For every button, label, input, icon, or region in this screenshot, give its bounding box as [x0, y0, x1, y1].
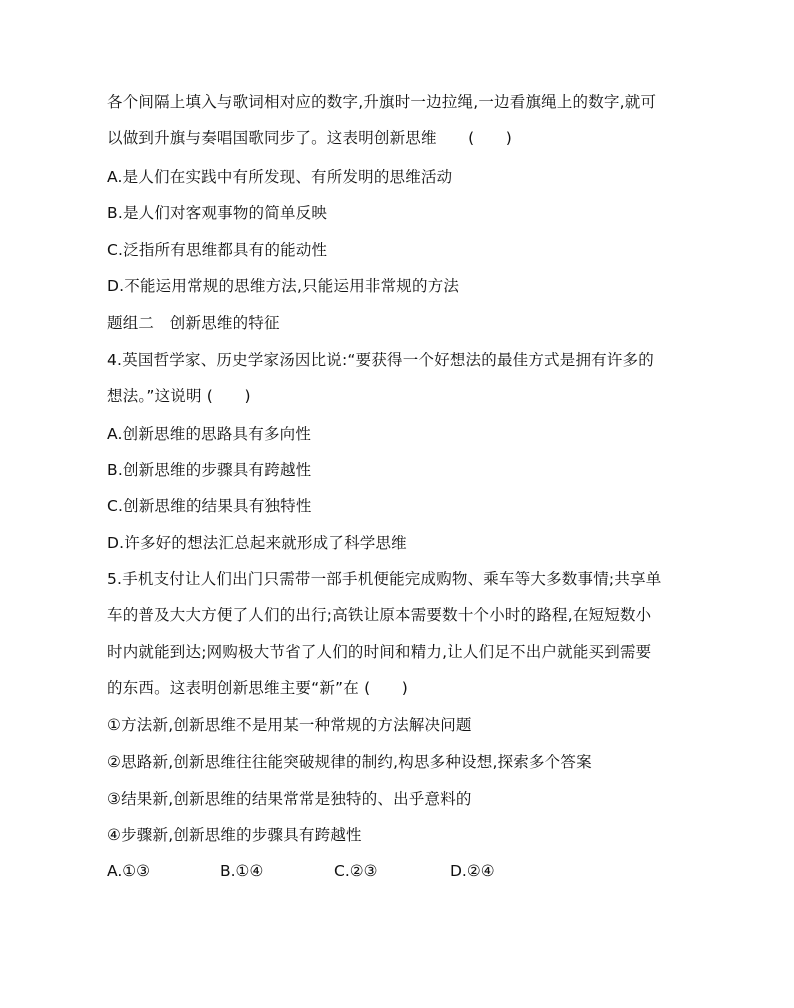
- q4-option-b: B.创新思维的步骤具有跨越性: [107, 461, 312, 479]
- q4-option-c: C.创新思维的结果具有独特性: [107, 497, 312, 515]
- q5-option-c: C.②③: [334, 862, 378, 880]
- q5-stem-line-3: 时内就能到达;网购极大节省了人们的时间和精力,让人们足不出户就能买到需要: [107, 643, 652, 661]
- q5-item-1: ①方法新,创新思维不是用某一种常规的方法解决问题: [107, 716, 472, 734]
- q5-item-2: ②思路新,创新思维往往能突破规律的制约,构思多种设想,探索多个答案: [107, 753, 592, 771]
- q5-stem-line-4: 的东西。这表明创新思维主要“新”在 ( ): [107, 679, 408, 697]
- q5-option-a: A.①③: [107, 862, 151, 880]
- q4-option-d: D.许多好的想法汇总起来就形成了科学思维: [107, 534, 407, 552]
- q4-option-a: A.创新思维的思路具有多向性: [107, 425, 312, 443]
- q3-stem-line-1: 各个间隔上填入与歌词相对应的数字,升旗时一边拉绳,一边看旗绳上的数字,就可: [107, 93, 657, 111]
- q3-stem-line-2: 以做到升旗与奏唱国歌同步了。这表明创新思维 ( ): [107, 129, 512, 147]
- q3-option-b: B.是人们对客观事物的简单反映: [107, 204, 328, 222]
- q4-stem-line-1: 4.英国哲学家、历史学家汤因比说:“要获得一个好想法的最佳方式是拥有许多的: [107, 351, 654, 369]
- q5-option-d: D.②④: [450, 862, 495, 880]
- q5-option-b: B.①④: [220, 862, 264, 880]
- q5-stem-line-2: 车的普及大大方便了人们的出行;高铁让原本需要数十个小时的路程,在短短数小: [107, 606, 652, 624]
- q3-option-c: C.泛指所有思维都具有的能动性: [107, 241, 328, 259]
- q3-option-d: D.不能运用常规的思维方法,只能运用非常规的方法: [107, 277, 460, 295]
- section-title: 题组二 创新思维的特征: [107, 314, 280, 332]
- q5-item-4: ④步骤新,创新思维的步骤具有跨越性: [107, 826, 362, 844]
- q4-stem-line-2: 想法。”这说明 ( ): [107, 387, 251, 405]
- q3-option-a: A.是人们在实践中有所发现、有所发明的思维活动: [107, 168, 453, 186]
- q5-item-3: ③结果新,创新思维的结果常常是独特的、出乎意料的: [107, 790, 472, 808]
- q5-stem-line-1: 5.手机支付让人们出门只需带一部手机便能完成购物、乘车等大多数事情;共享单: [107, 570, 662, 588]
